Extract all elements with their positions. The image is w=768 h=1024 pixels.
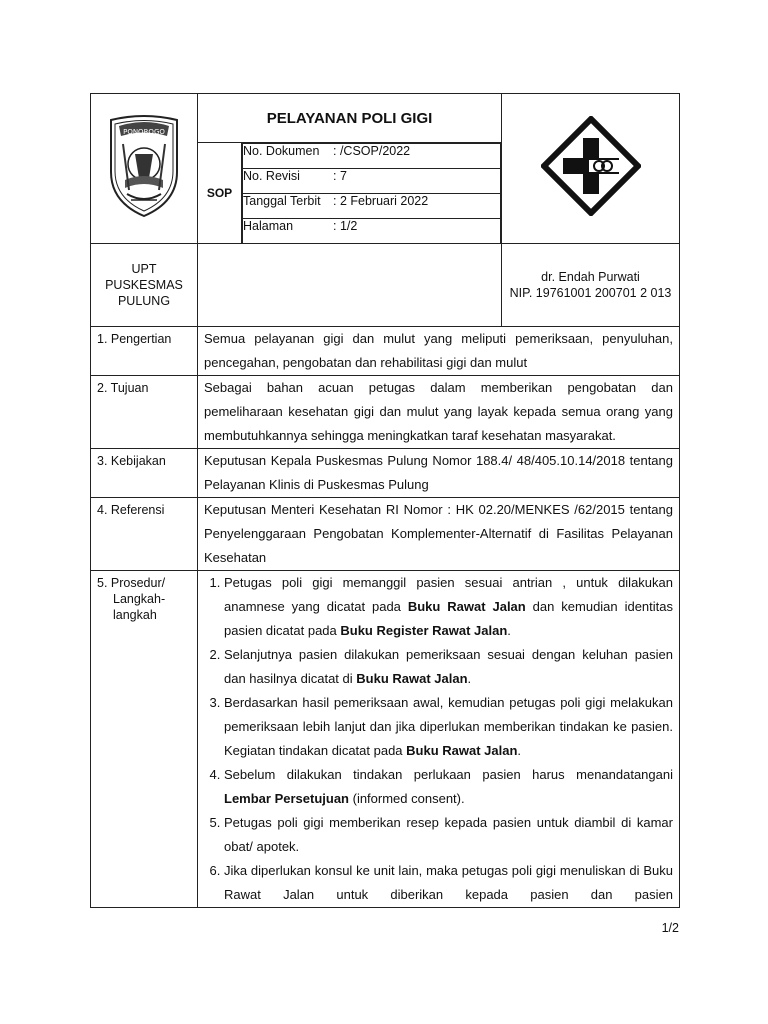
meta-row: No. Revisi : 7 bbox=[243, 169, 501, 194]
sop-label: SOP bbox=[198, 143, 242, 244]
section-label: 1. Pengertian bbox=[91, 327, 198, 376]
list-item: 2. Selanjutnya pasien dilakukan pemeriksaan sesuai dengan keluhan pasien dan hasilnya dicatat di Buku Rawat Jalan. bbox=[224, 643, 673, 691]
puskesmas-logo bbox=[502, 94, 680, 244]
list-item: 6. Jika diperlukan konsul ke unit lain, maka petugas poli gigi menuliskan di Buku Rawat Jalan untuk diberikan kepada pasien dan pasien bbox=[224, 859, 673, 907]
section-kebijakan: Keputusan Kepala Puskesmas Pulung Nomor 188.4/ 48/405.10.14/2018 tentang Pelayanan Klinis di Puskesmas Pulung bbox=[198, 449, 680, 498]
section-label: 5. Prosedur/ Langkah- langkah bbox=[91, 571, 198, 908]
sop-table bbox=[90, 93, 680, 908]
procedure-steps bbox=[204, 571, 673, 907]
ponorogo-emblem bbox=[91, 94, 198, 244]
signer-nip: NIP. 19761001 200701 2 013 bbox=[509, 286, 672, 300]
meta-row: Tanggal Terbit : 2 Februari 2022 bbox=[243, 194, 501, 219]
section-label: 4. Referensi bbox=[91, 498, 198, 571]
signer-name: dr. Endah Purwati bbox=[541, 270, 640, 284]
list-item: 1. Petugas poli gigi memanggil pasien sesuai antrian , untuk dilakukan anamnese yang dicatat pada Buku Rawat Jalan dan kemudian identitas pasien dicatat pada Buku Register Rawat Jalan. bbox=[224, 571, 673, 643]
list-item: 3. Berdasarkan hasil pemeriksaan awal, kemudian petugas poli gigi melakukan pemeriksaan lebih lanjut dan jika diperlukan memberikan tindakan ke pasien. Kegiatan tindakan dicatat pada Buku Rawat Jalan. bbox=[224, 691, 673, 763]
list-item: 5. Petugas poli gigi memberikan resep kepada pasien untuk diambil di kamar obat/ apotek. bbox=[224, 811, 673, 859]
section-prosedur bbox=[198, 571, 680, 908]
meta-row: No. Dokumen : /CSOP/2022 bbox=[243, 144, 501, 169]
section-label: 2. Tujuan bbox=[91, 376, 198, 449]
section-pengertian: Semua pelayanan gigi dan mulut yang meliputi pemeriksaan, penyuluhan, pencegahan, pengobatan dan rehabilitasi gigi dan mulut bbox=[198, 327, 680, 376]
blank-cell bbox=[198, 244, 502, 327]
meta-row: Halaman : 1/2 bbox=[243, 219, 501, 244]
signer-block bbox=[502, 244, 680, 327]
unit-name: UPT PUSKESMAS PULUNG bbox=[91, 244, 198, 327]
svg-text:PONOROGO: PONOROGO bbox=[123, 128, 165, 136]
document-title: PELAYANAN POLI GIGI bbox=[198, 94, 502, 143]
document-meta bbox=[242, 143, 502, 244]
list-item: 4. Sebelum dilakukan tindakan perlukaan pasien harus menandatangani Lembar Persetujuan (informed consent). bbox=[224, 763, 673, 811]
section-referensi: Keputusan Menteri Kesehatan RI Nomor : HK 02.20/MENKES /62/2015 tentang Penyelenggaraan Pengobatan Komplementer-Alternatif di Fasilitas Pelayanan Kesehatan bbox=[198, 498, 680, 571]
section-label: 3. Kebijakan bbox=[91, 449, 198, 498]
sop-document bbox=[90, 93, 679, 908]
page-number: 1/2 bbox=[661, 921, 679, 935]
section-tujuan: Sebagai bahan acuan petugas dalam memberikan pengobatan dan pemeliharaan kesehatan gigi dan mulut yang layak kepada semua orang yang membutuhkannya sehingga meningkatkan taraf kesehatan masyarakat. bbox=[198, 376, 680, 449]
puskesmas-cross-icon bbox=[541, 116, 641, 216]
regency-crest-icon bbox=[105, 114, 183, 218]
